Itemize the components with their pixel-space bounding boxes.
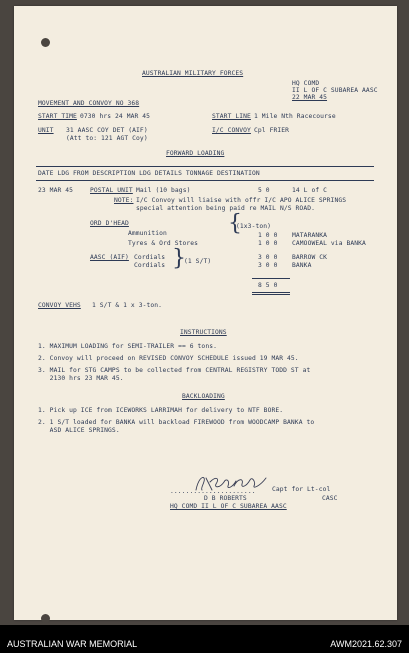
tyres: Tyres & Ord Stores <box>128 240 199 247</box>
postal-destination: 14 L of C <box>292 187 328 194</box>
cordials-2-destination: BANKA <box>292 262 312 269</box>
note-line-2: special attention being paid re MAIL N/S ROAD. <box>136 205 315 212</box>
ldg-details-1: (1x3-ton) <box>236 223 272 230</box>
instruction-item: 2. Convoy will proceed on REVISED CONVOY SCHEDULE issued 19 MAR 45. <box>38 355 299 362</box>
postal-unit: POSTAL UNIT <box>90 187 133 194</box>
signature-dots: ...................... <box>170 488 256 495</box>
row-date: 23 MAR 45 <box>38 187 74 194</box>
cordials-2-tonnage: 3 0 0 <box>258 262 278 269</box>
instruction-item: 2130 hrs 23 MAR 45. <box>38 375 124 382</box>
forward-loading-heading: FORWARD LOADING <box>166 150 225 157</box>
total-rule-bottom-2 <box>252 294 290 295</box>
ord-depot: ORD D'HEAD <box>90 220 129 227</box>
unit-value: 31 AASC COY DET (AIF) <box>66 127 148 134</box>
footer-credit: AUSTRALIAN WAR MEMORIAL <box>7 639 138 649</box>
postal-tonnage: 5 0 <box>258 187 270 194</box>
backloading-item: ASD ALICE SPRINGS. <box>38 427 120 434</box>
backloading-heading: BACKLOADING <box>182 393 225 400</box>
backloading-item: 1. Pick up ICE from ICEWORKS LARRIMAH for delivery to NTF BORE. <box>38 407 284 414</box>
footer-accession-number: AWM2021.62.307 <box>330 639 402 649</box>
instruction-item: 3. MAIL for STG CAMPS to be collected from CENTRAL REGISTRY TODD ST at <box>38 367 311 374</box>
footer-bar <box>0 625 409 653</box>
signature-title: Capt for Lt-col <box>272 486 331 493</box>
total-rule-top <box>252 278 290 279</box>
ammunition-destination: MATARANKA <box>292 232 328 239</box>
total-rule-bottom <box>252 292 290 293</box>
ic-convoy-label: I/C CONVOY <box>212 127 251 134</box>
convoy-vehicles-label: CONVOY VEHS <box>38 302 81 309</box>
tyres-destination: CAMOOWEAL via BANKA <box>292 240 366 247</box>
hq-date: 22 MAR 45 <box>292 94 328 101</box>
unit-label: UNIT <box>38 127 54 134</box>
cordials-2: Cordials <box>134 262 166 269</box>
total-tonnage: 8 5 0 <box>258 282 278 289</box>
tyres-tonnage: 1 0 0 <box>258 240 278 247</box>
unit-attached: (Att to: 121 AGT Coy) <box>66 135 148 142</box>
ammunition-tonnage: 1 0 0 <box>258 232 278 239</box>
start-line-label: START LINE <box>212 113 251 120</box>
note-label: NOTE: <box>114 197 134 204</box>
document-title: AUSTRALIAN MILITARY FORCES <box>142 70 244 77</box>
cordials-1-destination: BARROW CK <box>292 254 328 261</box>
start-line-value: 1 Mile Nth Racecourse <box>254 113 336 120</box>
start-time-label: START TIME <box>38 113 77 120</box>
punch-hole <box>41 614 50 623</box>
cordials-1-tonnage: 3 0 0 <box>258 254 278 261</box>
instructions-heading: INSTRUCTIONS <box>180 329 227 336</box>
start-time-value: 0730 hrs 24 MAR 45 <box>80 113 151 120</box>
table-header: DATE LDG FROM DESCRIPTION LDG DETAILS TONNAGE DESTINATION <box>38 170 260 177</box>
cordials-1: Cordials <box>134 254 166 261</box>
signatory-unit: HQ COMD II L OF C SUBAREA AASC <box>170 503 287 510</box>
punch-hole <box>41 38 50 47</box>
document-page <box>14 6 397 620</box>
ic-convoy-value: Cpl FRIER <box>254 127 290 134</box>
table-header-rule <box>36 180 374 181</box>
instruction-item: 1. MAXIMUM LOADING for SEMI-TRAILER == 6 tons. <box>38 343 217 350</box>
ldg-details-2: (1 S/T) <box>184 258 212 265</box>
brace-mark: { <box>228 211 242 236</box>
brace-mark: } <box>172 246 186 271</box>
signatory-corps: CASC <box>322 495 338 502</box>
table-top-rule <box>36 166 374 167</box>
postal-description: Mail (10 bags) <box>136 187 191 194</box>
note-line-1: I/C Convoy will liaise with offr I/C APO ALICE SPRINGS <box>136 197 347 204</box>
signatory-name: D B ROBERTS <box>204 495 247 502</box>
backloading-item: 2. 1 S/T loaded for BANKA will backload FIREWOOD from WOODCAMP BANKA to <box>38 419 315 426</box>
hq-line-2: II L OF C SUBAREA AASC <box>292 87 378 94</box>
ammunition: Ammunition <box>128 230 167 237</box>
aasc-aif: AASC (AIF) <box>90 254 129 261</box>
convoy-vehicles-value: 1 S/T & 1 x 3-ton. <box>92 302 163 309</box>
movement-number: MOVEMENT AND CONVOY NO 368 <box>38 100 140 107</box>
hq-line-1: HQ COMD <box>292 80 320 87</box>
